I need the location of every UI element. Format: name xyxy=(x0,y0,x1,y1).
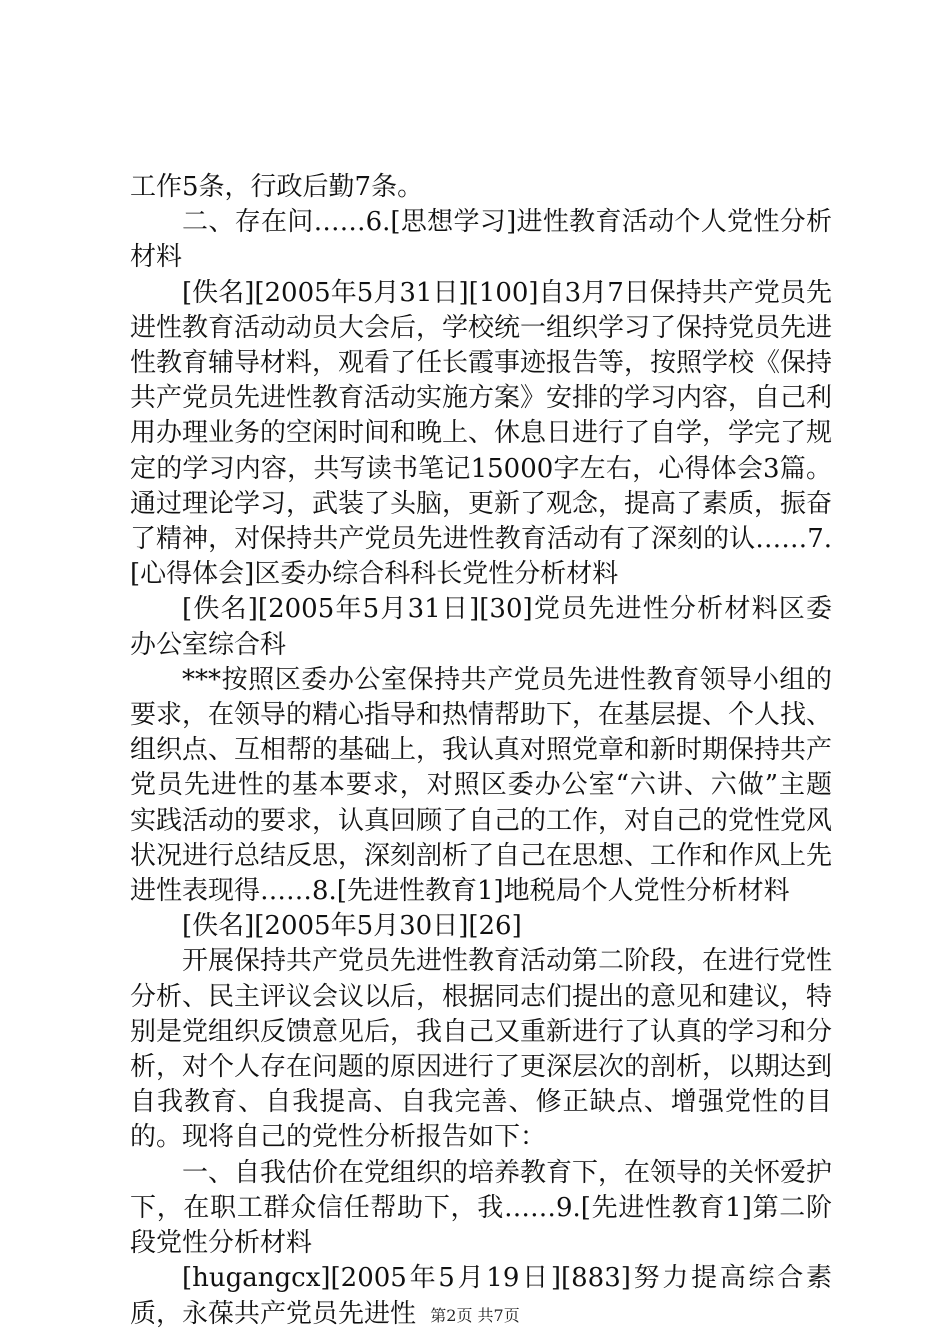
paragraph-5: ***按照区委办公室保持共产党员先进性教育领导小组的要求，在领导的精心指导和热情帮助下，在基层提、个人找、组织点、互相帮的基础上，我认真对照党章和新时期保持共产党员先进性的基本要求，对照区委办公室“六讲、六做”主题实践活动的要求，认真回顾了自己的工作，对自己的党性党风状况进行总结反思，深刻剖析了自己在思想、工作和作风上先进性表现得……8.[先进性教育1]地税局个人党性分析材料 xyxy=(130,664,833,907)
page-number-label: 第2页 共7页 xyxy=(430,1306,520,1325)
paragraph-2: 二、存在问……6.[思想学习]进性教育活动个人党性分析材料 xyxy=(130,207,832,273)
document-body xyxy=(130,170,832,1332)
paragraph-6: [佚名][2005年5月30日][26] xyxy=(182,911,522,942)
paragraph-9: [hugangcx][2005年5月19日][883]努力提高综合素质，永葆共产党员先进性 xyxy=(130,1263,832,1329)
paragraph-7: 开展保持共产党员先进性教育活动第二阶段，在进行党性分析、民主评议会议以后，根据同志们提出的意见和建议，特别是党组织反馈意见后，我自己又重新进行了认真的学习和分析，对个人存在问题的原因进行了更深层次的剖析，以期达到自我教育、自我提高、自我完善、修正缺点、增强党性的目的。现将自己的党性分析报告如下： xyxy=(130,946,833,1153)
page-footer xyxy=(0,1303,950,1326)
paragraph-4: [佚名][2005年5月31日][30]党员先进性分析材料区委办公室综合科 xyxy=(130,594,832,660)
paragraph-3: [佚名][2005年5月31日][100]自3月7日保持共产党员先进性教育活动动员大会后，学校统一组织学习了保持党员先进性教育辅导材料，观看了任长霞事迹报告等，按照学校《保持共产党员先进性教育活动实施方案》安排的学习内容，自己利用办理业务的空闲时间和晚上、休息日进行了自学，学完了规定的学习内容，共写读书笔记15000字左右，心得体会3篇。通过理论学习，武装了头脑，更新了观念，提高了素质，振奋了精神，对保持共产党员先进性教育活动有了深刻的认……7.[心得体会]区委办综合科科长党性分析材料 xyxy=(130,277,833,590)
paragraph-8: 一、自我估价在党组织的培养教育下，在领导的关怀爱护下，在职工群众信任帮助下，我……9.[先进性教育1]第二阶段党性分析材料 xyxy=(130,1157,833,1259)
paragraph-1: 工作5条，行政后勤7条。 xyxy=(130,172,424,202)
